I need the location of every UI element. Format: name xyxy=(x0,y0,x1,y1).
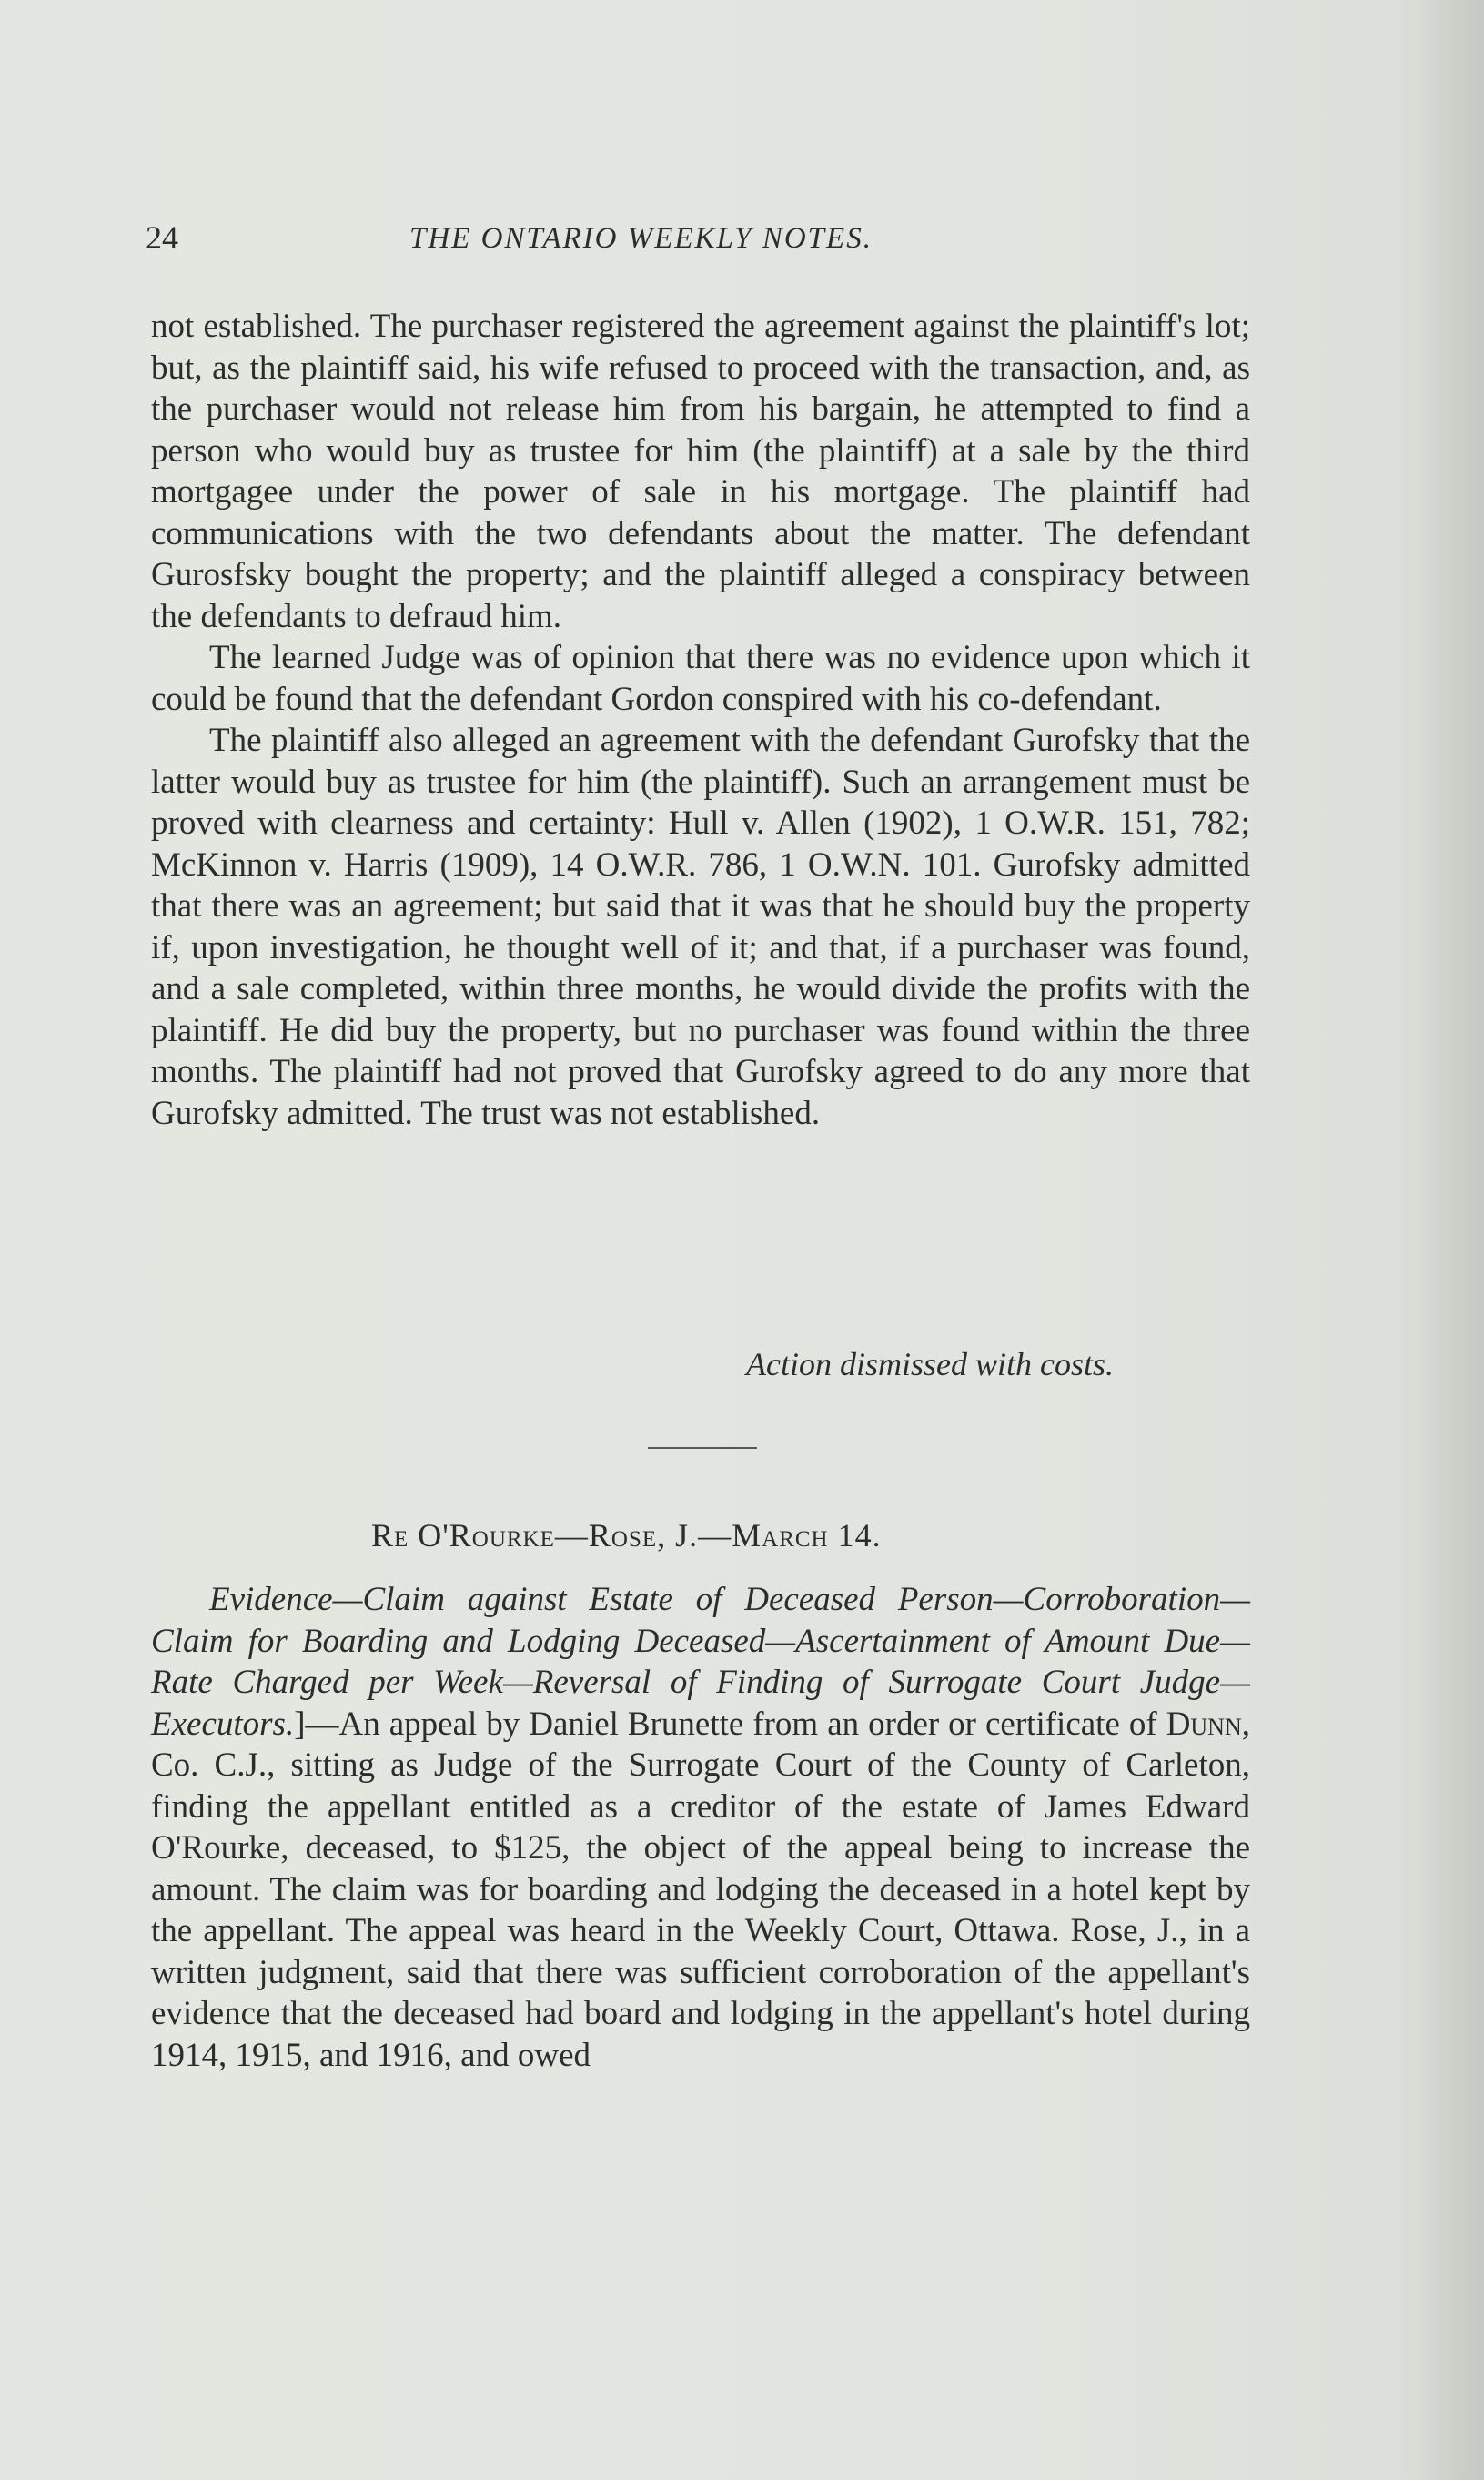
judge-name: Dunn xyxy=(1166,1705,1242,1743)
page-edge-shadow xyxy=(1420,0,1484,2480)
section-divider xyxy=(648,1447,757,1449)
disposition: Action dismissed with costs. xyxy=(746,1346,1114,1382)
body-rest: , Co. C.J., sitting as Judge of the Surrogate Court of the County of Carleton, finding the appellant entitled as a creditor of the estate of James Edward O'Rourke, deceased, to $125, the object of the appeal being to increase the amount. The claim was for boarding and lodging the deceased in a hotel kept by the appellant. The appeal was heard in the Weekly Court, Ottawa. Rose, J., in a written judgment, said that there was sufficient corroboration of the appellant's evidence that the deceased had board and lodging in the appellant's hotel during 1914, 1915, and 1916, and owed xyxy=(151,1705,1250,2074)
catchwords: Evidence—Claim against Estate of Deceased Person—Corroboration—Claim for Boarding and Lodging Deceased—Ascertainment of Amount Due—Rate Charged per Week—Reversal of Finding of Surrogate Court Judge—Executors. xyxy=(151,1581,1250,1743)
running-title: THE ONTARIO WEEKLY NOTES. xyxy=(409,222,873,255)
paragraph-2: The learned Judge was of opinion that there was no evidence upon which it could be found that the defendant Gordon conspired with his co-defendant. xyxy=(151,639,1250,718)
paragraph-1: not established. The purchaser registered the agreement against the plaintiff's lot; but, as the plaintiff said, his wife refused to proceed with the transaction, and, as the purchaser would not release him from his bargain, he attempted to find a person who would buy as trustee for him (the plaintiff) at a sale by the third mortgagee under the power of sale in his mortgage. The plaintiff had communications with the two defendants about the matter. The defendant Gurosfsky bought the property; and the plaintiff alleged a conspiracy between the defendants to defraud him. xyxy=(151,308,1250,635)
case-2-paragraph xyxy=(151,1579,1250,2076)
paragraph-3: The plaintiff also alleged an agreement with the defendant Gurofsky that the latter would buy as trustee for him (the plaintiff). Such an arrangement must be proved with clearness and certainty: Hull v. Allen (1902), 1 O.W.R. 151, 782; McKinnon v. Harris (1909), 14 O.W.R. 786, 1 O.W.N. 101. Gurofsky admitted that there was an agreement; but said that it was that he should buy the property if, upon investigation, he thought well of it; and that, if a purchaser was found, and a sale completed, within three months, he would divide the profits with the plaintiff. He did buy the property, but no purchaser was found within the three months. The plaintiff had not proved that Gurofsky agreed to do any more that Gurofsky admitted. The trust was not established. xyxy=(151,722,1250,1132)
case-heading: Re O'Rourke—Rose, J.—March 14. xyxy=(371,1517,882,1554)
body-intro: ]—An appeal by Daniel Brunette from an order or certificate of xyxy=(294,1705,1166,1743)
case-2-body xyxy=(151,1579,1250,2076)
case-1-body xyxy=(151,306,1250,1134)
page-number: 24 xyxy=(146,219,178,256)
